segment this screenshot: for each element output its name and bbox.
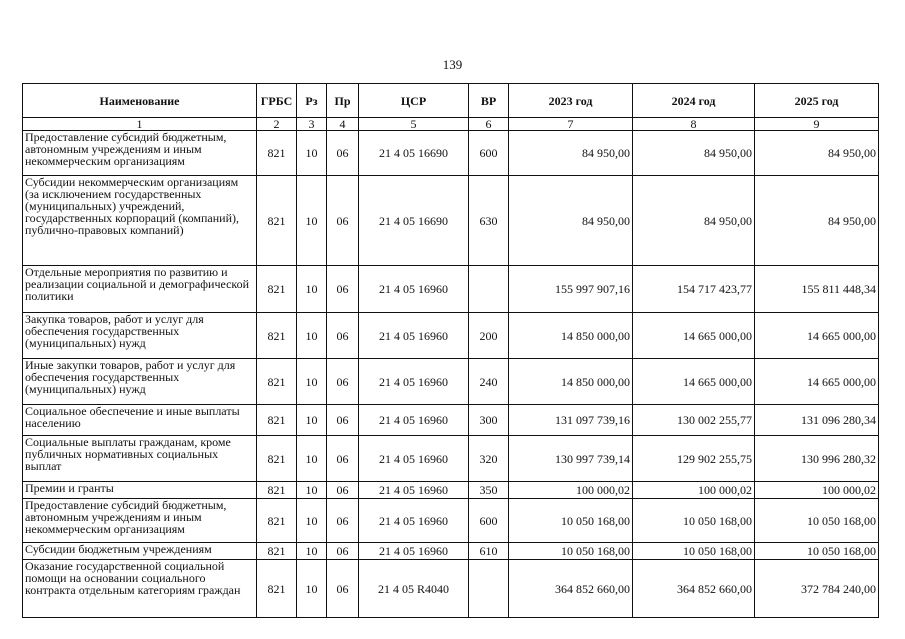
row-amount-2025: 10 050 168,00 (755, 543, 879, 560)
row-rz: 10 (297, 313, 327, 359)
row-csr: 21 4 05 16960 (359, 482, 469, 499)
header-vr: ВР (469, 84, 509, 118)
column-number: 2 (257, 118, 297, 131)
row-amount-2025: 100 000,02 (755, 482, 879, 499)
row-rz: 10 (297, 543, 327, 560)
header-name: Наименование (23, 84, 257, 118)
row-amount-2023: 10 050 168,00 (509, 499, 633, 543)
row-amount-2024: 10 050 168,00 (633, 499, 755, 543)
row-amount-2023: 14 850 000,00 (509, 313, 633, 359)
row-name: Оказание государственной социальной помощи на основании социального контракта отдельным категориям граждан (23, 560, 257, 618)
header-2023: 2023 год (509, 84, 633, 118)
row-vr: 630 (469, 176, 509, 266)
row-rz: 10 (297, 482, 327, 499)
row-pr: 06 (327, 543, 359, 560)
row-vr: 300 (469, 405, 509, 436)
row-csr: 21 4 05 16960 (359, 543, 469, 560)
table-row (23, 266, 879, 313)
header-2025: 2025 год (755, 84, 879, 118)
row-amount-2023: 155 997 907,16 (509, 266, 633, 313)
row-csr: 21 4 05 16960 (359, 313, 469, 359)
header-csr: ЦСР (359, 84, 469, 118)
row-name: Субсидии бюджетным учреждениям (23, 543, 257, 560)
row-grbs: 821 (257, 313, 297, 359)
row-rz: 10 (297, 266, 327, 313)
column-number: 5 (359, 118, 469, 131)
row-amount-2023: 131 097 739,16 (509, 405, 633, 436)
row-name: Отдельные мероприятия по развитию и реализации социальной и демографической политики (23, 266, 257, 313)
row-name: Премии и гранты (23, 482, 257, 499)
row-amount-2024: 10 050 168,00 (633, 543, 755, 560)
row-csr: 21 4 05 16960 (359, 436, 469, 482)
row-amount-2024: 100 000,02 (633, 482, 755, 499)
table-row (23, 405, 879, 436)
column-number: 6 (469, 118, 509, 131)
row-amount-2023: 130 997 739,14 (509, 436, 633, 482)
row-amount-2023: 84 950,00 (509, 131, 633, 176)
row-vr: 600 (469, 499, 509, 543)
row-csr: 21 4 05 16690 (359, 176, 469, 266)
row-amount-2025: 14 665 000,00 (755, 313, 879, 359)
row-rz: 10 (297, 359, 327, 405)
row-amount-2024: 364 852 660,00 (633, 560, 755, 618)
column-number: 9 (755, 118, 879, 131)
row-amount-2023: 100 000,02 (509, 482, 633, 499)
row-name: Субсидии некоммерческим организациям (за исключением государственных (муниципальных) учреждений, государственных корпораций (компаний), публично-правовых компаний) (23, 176, 257, 266)
row-rz: 10 (297, 436, 327, 482)
row-vr: 320 (469, 436, 509, 482)
row-pr: 06 (327, 176, 359, 266)
row-grbs: 821 (257, 499, 297, 543)
row-grbs: 821 (257, 543, 297, 560)
row-pr: 06 (327, 499, 359, 543)
header-rz: Рз (297, 84, 327, 118)
row-amount-2024: 154 717 423,77 (633, 266, 755, 313)
row-amount-2024: 130 002 255,77 (633, 405, 755, 436)
row-vr: 610 (469, 543, 509, 560)
row-grbs: 821 (257, 359, 297, 405)
row-grbs: 821 (257, 482, 297, 499)
column-number: 7 (509, 118, 633, 131)
row-csr: 21 4 05 16960 (359, 266, 469, 313)
row-name: Предоставление субсидий бюджетным, автономным учреждениям и иным некоммерческим организациям (23, 499, 257, 543)
row-csr: 21 4 05 16960 (359, 405, 469, 436)
row-amount-2023: 10 050 168,00 (509, 543, 633, 560)
row-amount-2025: 155 811 448,34 (755, 266, 879, 313)
row-pr: 06 (327, 560, 359, 618)
row-name: Социальное обеспечение и иные выплаты населению (23, 405, 257, 436)
row-vr: 200 (469, 313, 509, 359)
column-number: 8 (633, 118, 755, 131)
row-amount-2023: 84 950,00 (509, 176, 633, 266)
row-pr: 06 (327, 131, 359, 176)
row-amount-2024: 84 950,00 (633, 176, 755, 266)
row-grbs: 821 (257, 560, 297, 618)
column-number: 4 (327, 118, 359, 131)
row-csr: 21 4 05 16690 (359, 131, 469, 176)
row-amount-2025: 10 050 168,00 (755, 499, 879, 543)
table-row (23, 131, 879, 176)
row-pr: 06 (327, 436, 359, 482)
table-row (23, 499, 879, 543)
row-vr (469, 266, 509, 313)
row-vr: 600 (469, 131, 509, 176)
row-grbs: 821 (257, 131, 297, 176)
row-rz: 10 (297, 176, 327, 266)
table-row (23, 359, 879, 405)
row-amount-2024: 14 665 000,00 (633, 313, 755, 359)
row-name: Закупка товаров, работ и услуг для обеспечения государственных (муниципальных) нужд (23, 313, 257, 359)
row-name: Социальные выплаты гражданам, кроме публичных нормативных социальных выплат (23, 436, 257, 482)
table-row (23, 543, 879, 560)
row-csr: 21 4 05 R4040 (359, 560, 469, 618)
row-vr: 240 (469, 359, 509, 405)
row-pr: 06 (327, 266, 359, 313)
row-csr: 21 4 05 16960 (359, 359, 469, 405)
row-name: Предоставление субсидий бюджетным, автономным учреждениям и иным некоммерческим организациям (23, 131, 257, 176)
row-pr: 06 (327, 482, 359, 499)
row-rz: 10 (297, 560, 327, 618)
header-grbs: ГРБС (257, 84, 297, 118)
row-rz: 10 (297, 405, 327, 436)
table-row (23, 482, 879, 499)
page-number: 139 (442, 57, 463, 72)
row-amount-2025: 372 784 240,00 (755, 560, 879, 618)
row-amount-2025: 14 665 000,00 (755, 359, 879, 405)
row-amount-2025: 84 950,00 (755, 131, 879, 176)
header-2024: 2024 год (633, 84, 755, 118)
row-rz: 10 (297, 499, 327, 543)
table-row (23, 176, 879, 266)
row-csr: 21 4 05 16960 (359, 499, 469, 543)
header-row (23, 84, 879, 118)
table-row (23, 560, 879, 618)
row-pr: 06 (327, 359, 359, 405)
row-vr (469, 560, 509, 618)
column-number: 3 (297, 118, 327, 131)
row-amount-2024: 14 665 000,00 (633, 359, 755, 405)
budget-table (22, 83, 879, 618)
row-amount-2023: 364 852 660,00 (509, 560, 633, 618)
row-amount-2024: 129 902 255,75 (633, 436, 755, 482)
column-number-row (23, 118, 879, 131)
table-row (23, 436, 879, 482)
row-vr: 350 (469, 482, 509, 499)
row-amount-2023: 14 850 000,00 (509, 359, 633, 405)
row-amount-2025: 84 950,00 (755, 176, 879, 266)
row-rz: 10 (297, 131, 327, 176)
table-row (23, 313, 879, 359)
column-number: 1 (23, 118, 257, 131)
header-pr: Пр (327, 84, 359, 118)
row-name: Иные закупки товаров, работ и услуг для обеспечения государственных (муниципальных) нужд (23, 359, 257, 405)
row-amount-2025: 131 096 280,34 (755, 405, 879, 436)
row-grbs: 821 (257, 436, 297, 482)
row-pr: 06 (327, 405, 359, 436)
row-amount-2024: 84 950,00 (633, 131, 755, 176)
row-grbs: 821 (257, 176, 297, 266)
row-grbs: 821 (257, 405, 297, 436)
row-grbs: 821 (257, 266, 297, 313)
row-amount-2025: 130 996 280,32 (755, 436, 879, 482)
row-pr: 06 (327, 313, 359, 359)
